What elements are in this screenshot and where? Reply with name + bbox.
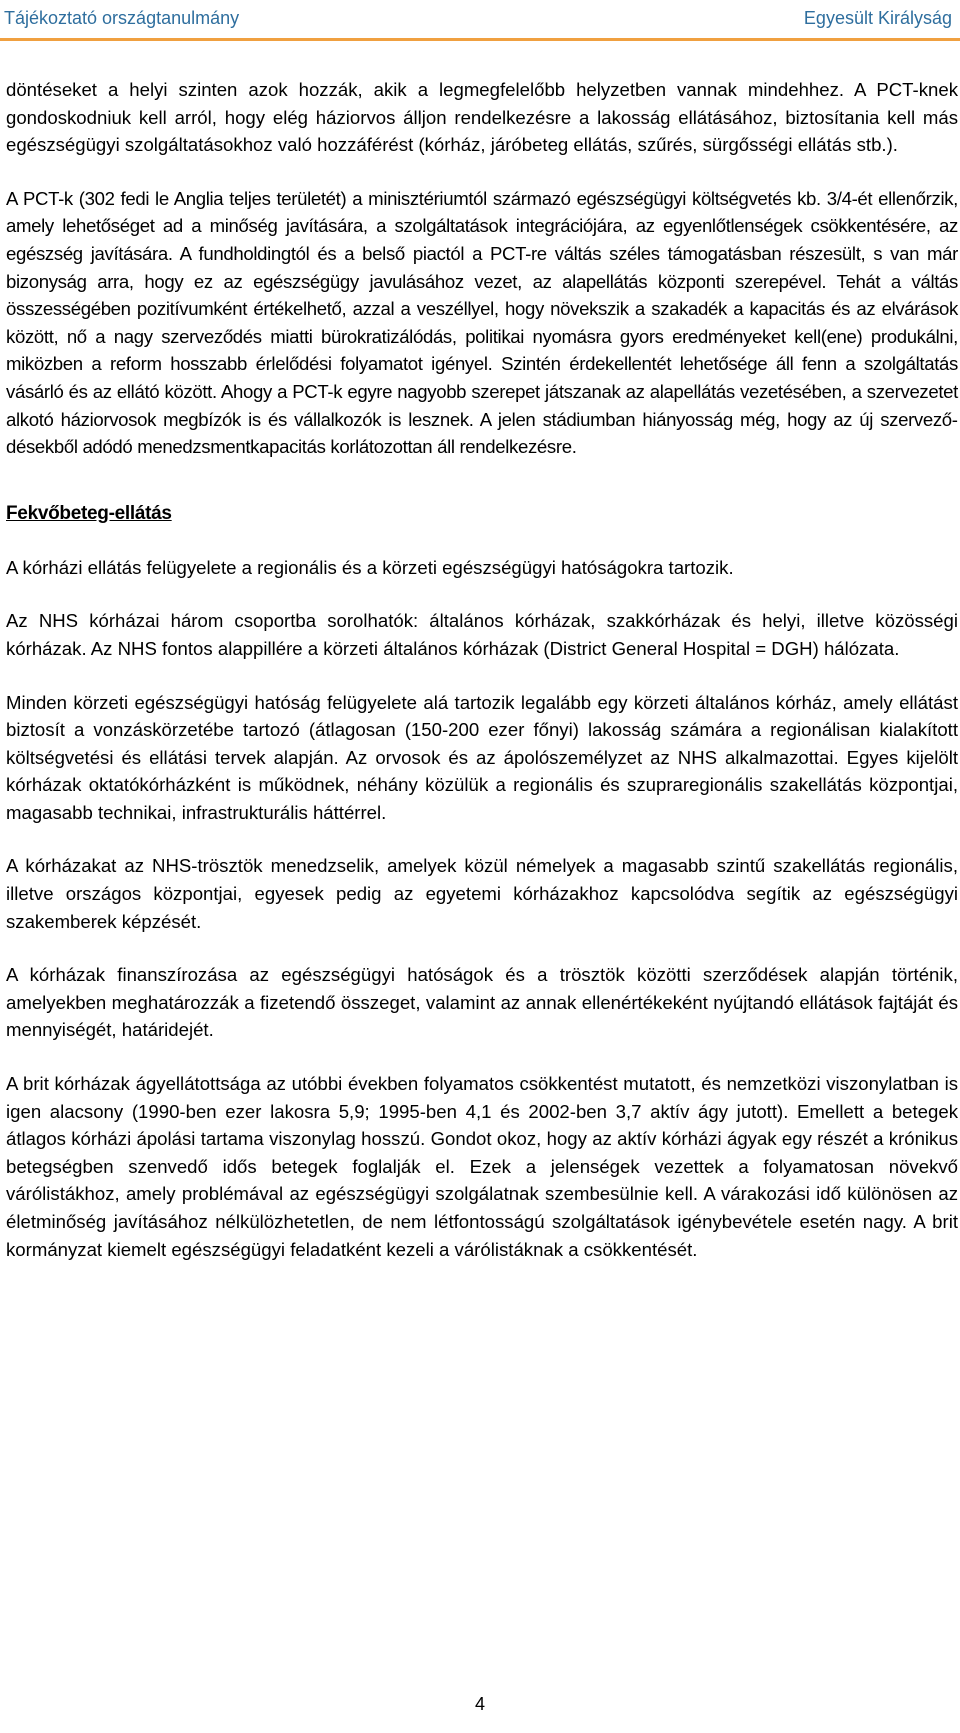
header-divider [0, 38, 960, 41]
document-title: Tájékoztató országtanulmány [4, 8, 240, 28]
paragraph-nhs-trusts: A kórházakat az NHS-trösztök menedzselik, amelyek közül némelyek a magasabb szintű szakellátás regionális, illetve országos központjai, egyesek pedig az egyetemi kórházakhoz kapcsolódva segítik az egészségügyi szakemberek képzését. [6, 855, 958, 932]
page-header [0, 0, 960, 38]
paragraph-pct-responsibilities: döntéseket a helyi szinten azok hozzák, akik a legmegfelelőbb helyzetben vannak mindehhez. A PCT-knek gondoskodniuk kell arról, hogy elég háziorvos álljon rendelkezésre a lakosság ellátásához, biztosítania kell más egészségügyi szolgáltatásokhoz való hozzáférést (kórház, járóbeteg ellátás, szűrés, sürgősségi ellátás stb.). [6, 79, 958, 156]
paragraph-nhs-hospital-groups: Az NHS kórházai három csoportba sorolhatók: általános kórházak, szakkórházak és helyi, illetve közösségi kórházak. Az NHS fontos alappillére a körzeti általános kórházak (District General Hospital = DGH) hálózata. [6, 610, 958, 659]
paragraph-hospital-supervision: A kórházi ellátás felügyelete a regionális és a körzeti egészségügyi hatóságokra tartozik. [6, 556, 734, 578]
paragraph-district-hospitals: Minden körzeti egészségügyi hatóság felügyelete alá tartozik legalább egy körzeti általános kórház, amely ellátást biztosít a vonzáskörzetébe tartozó (átlagosan (150-200 ezer főnyi) lakosság számára a regionálisan kialakított költségvetési és ellátási tervek alapján. Az orvosok és az ápolószemélyzet az NHS alkalmazottai. Egyes kijelölt kórházak oktatókórházként is működnek, néhány közülük a regionális és szupraregionális szakellátás központjai, magasabb technikai, infrastrukturális háttérrel. [6, 691, 958, 823]
paragraph-hospital-financing: A kórházak finanszírozása az egészségügyi hatóságok és a trösztök közötti szerződések alapján történik, amelyekben meghatározzák a fizetendő összeget, valamint az annak ellenértékeként nyújtandó ellátások fajtáját és mennyiségét, határidejét. [6, 964, 958, 1041]
page-number: 4 [474, 1694, 485, 1714]
section-heading-inpatient-care: Fekvőbeteg-ellátás [6, 502, 172, 524]
body-content [6, 76, 958, 1263]
paragraph-bed-capacity: A brit kórházak ágyellátottsága az utóbbi években folyamatos csökkentést mutatott, és nemzetközi viszonylatban is igen alacsony (1990-ben ezer lakosra 5,9; 1995-ben 4,1 és 2002-ben 3,7 aktív ágy jutott). Emellett a betegek átlagos kórházi ápolási tartama viszonylag hosszú. Gondot okoz, hogy az aktív kórházi ágyak egy részét a krónikus betegségben szenvedő idős betegek foglalják el. Ezek a jelenségek vezettek a folyamatosan növekvő várólistákhoz, amely problémával az egészségügyi szolgálatnak szembesülnie kell. A várakozási idő különösen az életminőség javításához nélkülözhetetlen, de nem létfontosságú szolgáltatások igénybevétele esetén nagy. A brit kormányzat kiemelt egészségügyi feladatként kezeli a várólistáknak a csökkentését. [6, 1073, 958, 1260]
country-title: Egyesült Királyság [803, 8, 952, 28]
paragraph-pct-budget: A PCT-k (302 fedi le Anglia teljes területét) a minisztériumtól származó egészségügyi költségvetés kb. 3/4-ét ellenőrzik, amely lehetőséget ad a minőség javítására, a szolgáltatások integrációjára, az egyenlőtlenségek csökkentésére, az egészség javítására. A fundholdingtól és a belső piactól a PCT-re váltás széles támogatásban részesült, s van már bizonyság arra, hogy ez az egészségügy javulásához vezet, az alapellátás központi szerepével. Tehát a váltás összességében pozitívumként értékelhető, azzal a veszéllyel, hogy növekszik a szakadék a kapacitás és az elvárások között, nő a nagy szerveződés miatti bürokratizálódás, politikai nyomásra gyors eredményeket kell(ene) produkálni, miközben a reform hosszabb érlelődési folyamatot igényel. Szintén érdekellentét lehetősége áll fenn a szolgáltatás vásárló és az ellátó között. Ahogy a PCT-k egyre nagyobb szerepet játszanak az alapellátás vezetésében, a szervezetet alkotó háziorvosok megbízók is és vállalkozók is lesznek. A jelen stádiumban hiányosság még, hogy az új szerveződésekből adódó menedzsmentkapacitás korlátozottan áll rendelkezésre. [6, 187, 958, 458]
